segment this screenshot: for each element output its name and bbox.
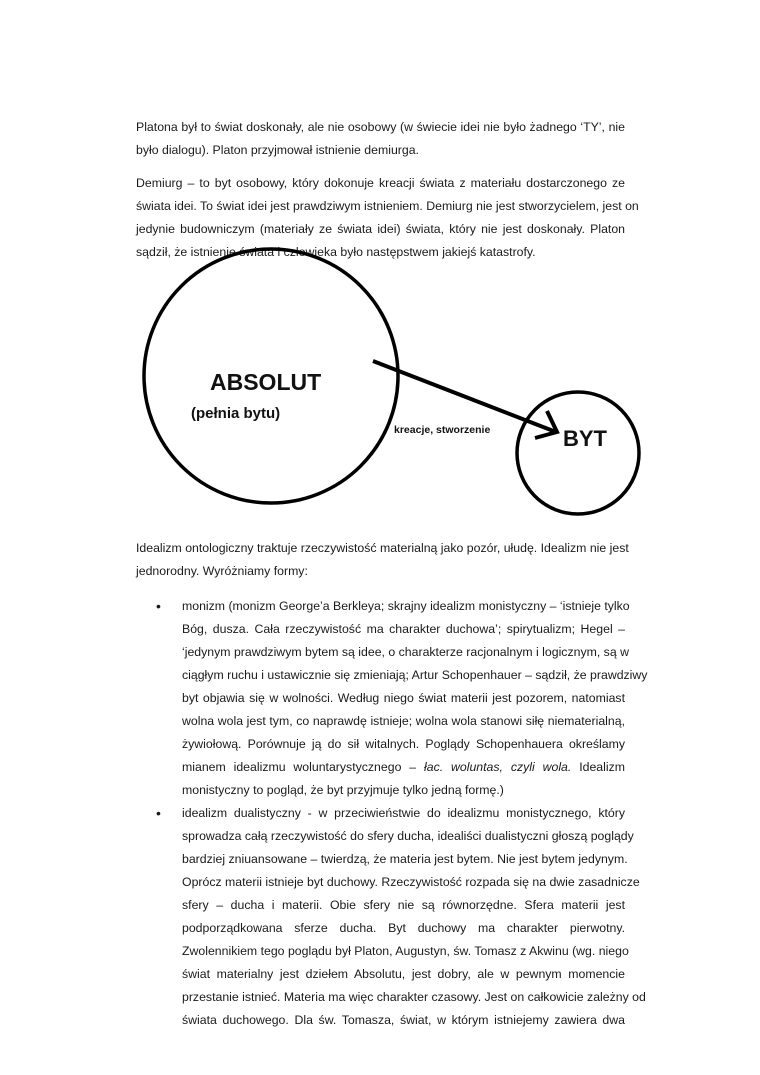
byt-circle bbox=[517, 392, 639, 514]
arrow-label: kreacje, stworzenie bbox=[394, 424, 491, 436]
text-line: monistyczny to pogląd, że byt przyjmuje tylko jedną formę.) bbox=[182, 783, 504, 797]
paragraph-idealizm bbox=[136, 537, 629, 583]
text-run: mianem idealizmu woluntarystycznego – bbox=[182, 760, 424, 774]
text-line: żywiołową. Porównuje ją do sił witalnych. Poglądy Schopenhauera określamy bbox=[182, 737, 625, 751]
text-line: byt objawia się w wolności. Według niego świat materii jest pozorem, natomiast bbox=[182, 691, 625, 705]
text-line: podporządkowana sferze ducha. Byt duchowy ma charakter pierwotny. bbox=[182, 921, 625, 935]
text-line: Idealizm ontologiczny traktuje rzeczywistość materialną jako pozór, ułudę. Idealizm nie jest bbox=[136, 541, 629, 555]
byt-label: BYT bbox=[563, 426, 607, 451]
text-line: idealizm dualistyczny - w przeciwieństwie do idealizmu monistycznego, który bbox=[182, 806, 625, 820]
text-line: wolna wola jest tym, co naprawdę istnieje; wolna wola stanowi siłę niematerialną, bbox=[182, 714, 625, 728]
list-item-monizm bbox=[136, 595, 648, 802]
text-line: monizm (monizm George’a Berkleya; skrajny idealizm monistyczny – ‘istnieje tylko bbox=[182, 599, 630, 613]
text-line: przestanie istnieć. Materia ma więc charakter czasowy. Jest on całkowicie zależny od bbox=[182, 990, 646, 1004]
list-item-dualizm bbox=[136, 802, 646, 1032]
text-line: świata duchowego. Dla św. Tomasza, świat, w którym istniejemy zawiera dwa bbox=[182, 1013, 625, 1027]
bullet-icon: • bbox=[156, 805, 161, 821]
text-line: świat materialny jest dziełem Absolutu, jest dobry, ale w pewnym momencie bbox=[182, 967, 625, 981]
forms-list bbox=[136, 595, 648, 1032]
text-line: Platona był to świat doskonały, ale nie osobowy (w świecie idei nie było żadnego ‘TY’, nie bbox=[136, 120, 625, 134]
italic-run: łac. woluntas, czyli wola. bbox=[424, 760, 572, 774]
text-line: świata idei. To świat idei jest prawdziwym istnieniem. Demiurg nie jest stworzycielem, jest on bbox=[136, 199, 639, 213]
arrow-line bbox=[373, 361, 556, 432]
text-line: Demiurg – to byt osobowy, który dokonuje kreacji świata z materiału dostarczonego ze bbox=[136, 176, 625, 190]
text-line: jednorodny. Wyróżniamy formy: bbox=[136, 564, 308, 578]
text-line: Oprócz materii istnieje byt duchowy. Rzeczywistość rozpada się na dwie zasadnicze bbox=[182, 875, 640, 889]
text-line: było dialogu). Platon przyjmował istnienie demiurga. bbox=[136, 143, 419, 157]
bullet-icon: • bbox=[156, 598, 161, 614]
text-line bbox=[182, 756, 625, 779]
text-line: ciągłym ruchu i ustawicznie się zmieniają; Artur Schopenhauer – sądził, że prawdziwy bbox=[182, 668, 648, 682]
absolut-sublabel: (pełnia bytu) bbox=[191, 405, 281, 422]
text-line: Bóg, dusza. Cała rzeczywistość ma charakter duchowa’; spirytualizm; Hegel – bbox=[182, 622, 625, 636]
text-line: sądził, że istnienie świata i człowieka było następstwem jakiejś katastrofy. bbox=[136, 245, 536, 259]
text-line: sprowadza całą rzeczywistość do sfery ducha, idealiści dualistyczni głoszą poglądy bbox=[182, 829, 634, 843]
text-line: ‘jedynym prawdziwym bytem są idee, o charakterze racjonalnym i logicznym, są w bbox=[182, 645, 629, 659]
text-line: bardziej zniuansowane – twierdzą, że materia jest bytem. Nie jest bytem jedynym. bbox=[182, 852, 628, 866]
absolut-label: ABSOLUT bbox=[210, 369, 322, 395]
text-run: Idealizm bbox=[571, 760, 625, 774]
text-line: jedynie budowniczym (materiały ze świata idei) świata, który nie jest doskonały. Platon bbox=[136, 222, 625, 236]
text-line: Zwolennikiem tego poglądu był Platon, Augustyn, św. Tomasz z Akwinu (wg. niego bbox=[182, 944, 629, 958]
text-line: sfery – ducha i materii. Obie sfery nie są równorzędne. Sfera materii jest bbox=[182, 898, 625, 912]
